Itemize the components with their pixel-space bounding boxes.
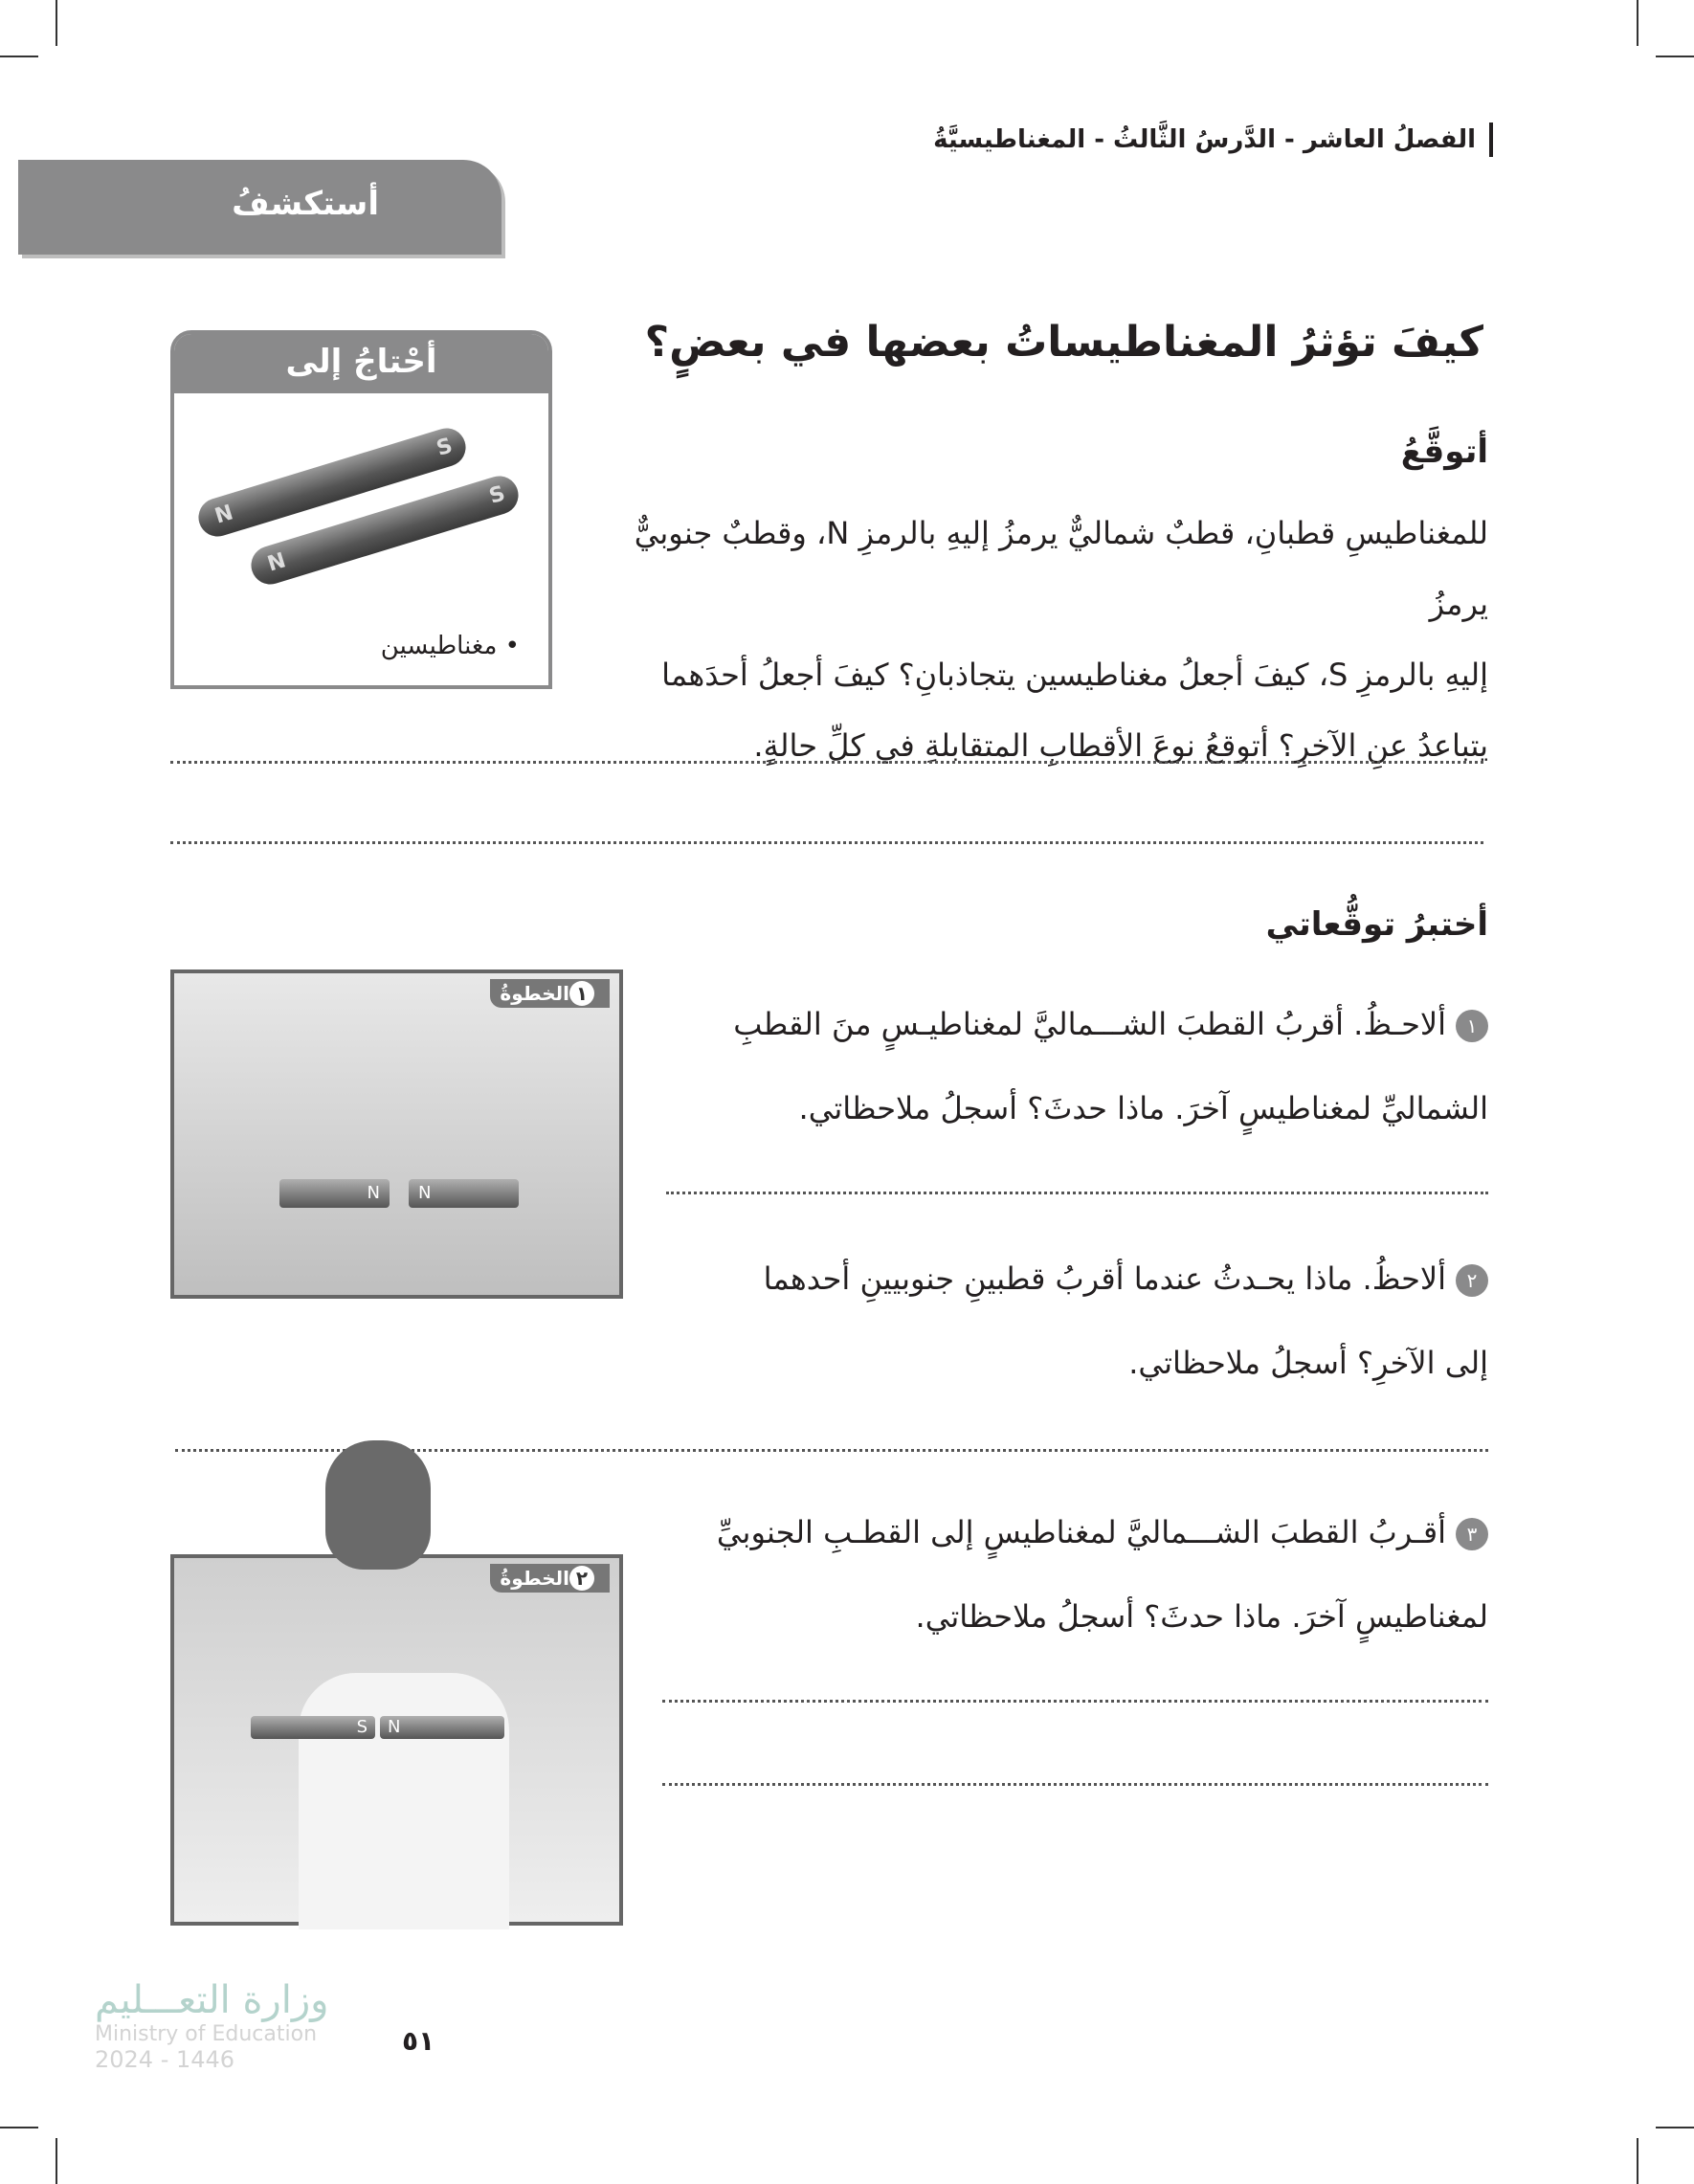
step-tag-label: الخطوةُ: [500, 982, 569, 1005]
crop-mark: [0, 2127, 38, 2128]
page-title: كيفَ تؤثرُ المغناطيساتُ بعضها في بعضٍ؟: [644, 318, 1483, 367]
predict-line: يتباعدُ عنِ الآخرِ؟ أتوقعُ نوعَ الأقطابِ المتقابلةِ في كلِّ حالةٍ.: [753, 727, 1488, 764]
magnet-pole-label: S: [434, 434, 456, 461]
step-tag-num: ١: [569, 981, 594, 1006]
answer-line[interactable]: [662, 1700, 1488, 1703]
crop-mark: [56, 0, 57, 46]
step-number: ١: [1456, 1010, 1488, 1042]
magnet-pole-label: N: [212, 501, 236, 529]
step-2: [656, 1237, 1488, 1405]
pole-label: N: [388, 1717, 401, 1737]
step-1: [656, 982, 1488, 1150]
answer-line[interactable]: [662, 1783, 1488, 1786]
step-tag: [490, 979, 610, 1008]
predict-line: للمغناطيسِ قطبانِ، قطبٌ شماليٌّ يرمزُ إليهِ بالرمزِ N، وقطبٌ جنوبيٌّ يرمزُ: [634, 515, 1488, 622]
breadcrumb: الفصلُ العاشر - الدَّرسُ الثَّالثُ - المغناطيسيَّةُ: [933, 123, 1493, 157]
predict-line: إليهِ بالرمزِ S، كيفَ أجعلُ مغناطيسين يتجاذبانِ؟ كيفَ أجعلُ أحدَهما: [661, 657, 1488, 693]
materials-heading: أحْتاجُ إلى: [174, 334, 548, 393]
crop-mark: [0, 56, 38, 57]
page-number: ٥١: [402, 2025, 435, 2057]
step-line: لمغناطيسٍ آخرَ. ماذا حدثَ؟ أسجلُ ملاحظاتي.: [915, 1598, 1488, 1635]
pole-label: N: [418, 1183, 432, 1203]
step2-photo: [170, 1554, 623, 1926]
materials-box: [170, 330, 552, 689]
step-tag-num: ٢: [569, 1566, 594, 1591]
section-tab-label: أستكشفُ: [232, 185, 379, 223]
step-number: ٢: [1456, 1264, 1488, 1297]
step-line: ألاحـظُ. أقربُ القطبَ الشـــماليَّ لمغناطيـسٍ منَ القطبِ: [733, 1006, 1446, 1042]
logo-english: Ministry of Education: [95, 2022, 318, 2046]
step-tag-label: الخطوةُ: [500, 1567, 569, 1590]
boy-figure: [299, 1673, 509, 1929]
boy-head: [325, 1440, 431, 1570]
crop-mark: [1637, 2138, 1638, 2184]
logo-arabic: وزارة التعـــليم: [95, 1978, 329, 2022]
magnet: [380, 1716, 504, 1739]
step-tag: [490, 1564, 610, 1593]
materials-item-label: مغناطيسين: [380, 632, 498, 660]
step-number: ٣: [1456, 1518, 1488, 1550]
magnet: [279, 1179, 390, 1208]
crop-mark: [1656, 56, 1694, 57]
crop-mark: [1637, 0, 1638, 46]
magnet-pole-label: S: [486, 481, 508, 509]
step-line: الشماليِّ لمغناطيسٍ آخرَ. ماذا حدثَ؟ أسجلُ ملاحظاتي.: [798, 1090, 1488, 1126]
answer-line[interactable]: [666, 1192, 1488, 1194]
magnet-pole-label: N: [264, 548, 289, 577]
step-line: ألاحظُ. ماذا يحـدثُ عندما أقربُ قطبينِ جنوبيينِ أحدهما: [763, 1260, 1446, 1297]
materials-item: • مغناطيسين: [380, 632, 520, 660]
crop-mark: [56, 2138, 57, 2184]
ministry-logo: [95, 1978, 372, 2073]
test-steps: [656, 982, 1488, 1786]
step1-photo: [170, 969, 623, 1299]
pole-label: S: [356, 1717, 368, 1737]
step-line: إلى الآخرِ؟ أسجلُ ملاحظاتي.: [1128, 1345, 1488, 1381]
crop-mark: [1656, 2127, 1694, 2128]
magnet: [251, 1716, 375, 1739]
step-3: [656, 1490, 1488, 1659]
pole-label: N: [367, 1183, 380, 1203]
answer-line[interactable]: [170, 761, 1483, 764]
answer-line[interactable]: [170, 841, 1483, 844]
predict-heading: أتوقَّعُ: [1400, 433, 1488, 471]
test-heading: أختبرُ توقُّعاتي: [1265, 905, 1488, 944]
step-line: أقـربُ القطبَ الشـــماليَّ لمغناطيسٍ إلى القطـبِ الجنوبيِّ: [716, 1514, 1446, 1550]
magnet: [409, 1179, 519, 1208]
predict-text: [579, 498, 1488, 781]
logo-year: 2024 - 1446: [95, 2046, 235, 2073]
section-tab: [18, 160, 502, 255]
